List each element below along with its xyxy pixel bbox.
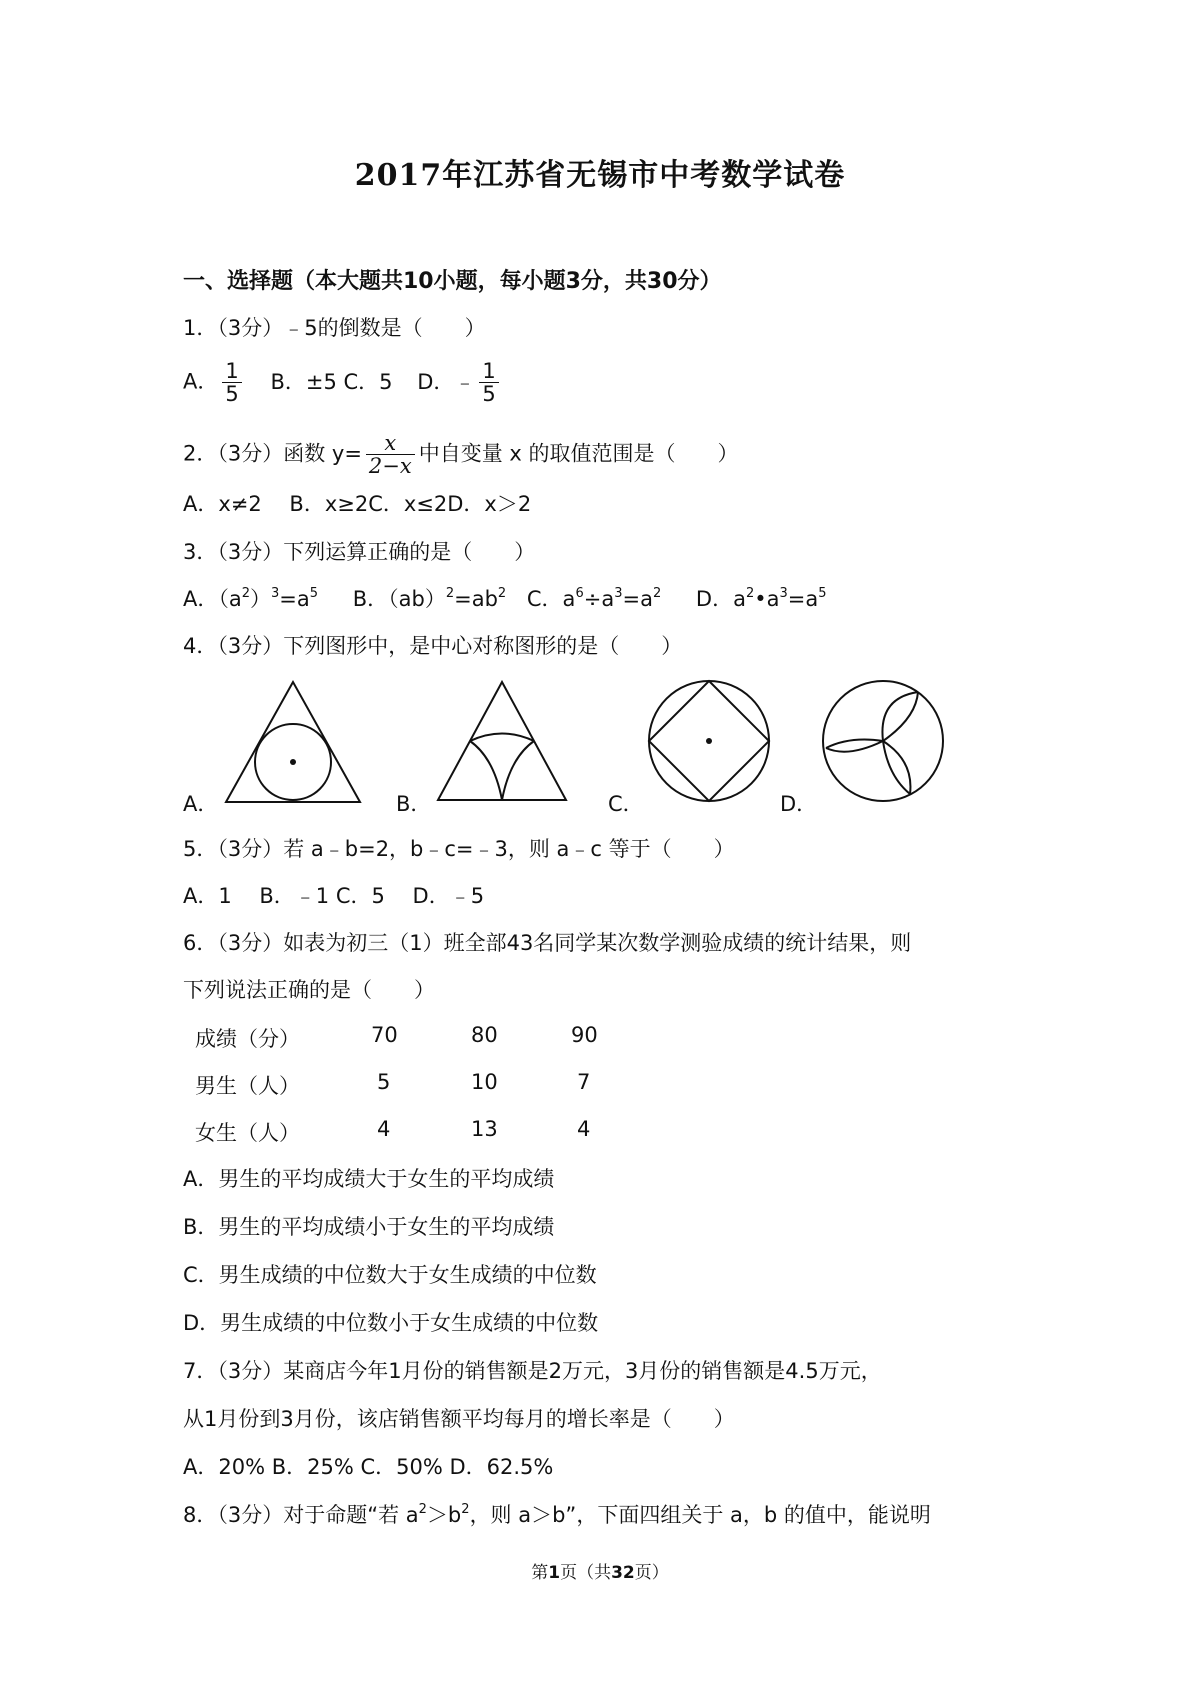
fraction: $\frac{x}{2-x}$ [366, 432, 415, 477]
section-heading: 一、选择题（本大题共10小题，每小题3分，共30分） [183, 269, 722, 294]
figure-b-label: B． [396, 792, 432, 816]
page-footer: 第1页（共32页） [531, 1563, 669, 1583]
question-8-stem: 8．（3分）对于命题“若 $a^2>b^2$，则 a＞b”，下面四组关于 a，b 的值中，能说明 [183, 1502, 931, 1527]
question-1-stem: 1．（3分）﹣5的倒数是（ ） [183, 316, 486, 340]
question-6-option-a: A．男生的平均成绩大于女生的平均成绩 [183, 1167, 555, 1191]
question-6-option-c: C．男生成绩的中位数大于女生成绩的中位数 [183, 1263, 597, 1287]
question-6-stem-2: 下列说法正确的是（ ） [183, 978, 435, 1002]
figure-a-label: A． [183, 792, 219, 816]
question-6-stem-1: 6．（3分）如表为初三（1）班全部43名同学某次数学测验成绩的统计结果，则 [183, 931, 912, 955]
question-7-options: A．20% B．25% C．50% D．62.5% [183, 1455, 554, 1479]
figure-d-label: D． [780, 792, 818, 816]
question-2-options: A．x≠2 B．x≥2C．x≤2D．x＞2 [183, 492, 532, 516]
question-6-option-b: B．男生的平均成绩小于女生的平均成绩 [183, 1215, 555, 1239]
circle-with-petals-figure [818, 676, 948, 806]
question-7-stem-1: 7．（3分）某商店今年1月份的销售额是2万元，3月份的销售额是4.5万元， [183, 1359, 882, 1383]
question-6-option-d: D．男生成绩的中位数小于女生成绩的中位数 [183, 1311, 599, 1335]
question-3-stem: 3．（3分）下列运算正确的是（ ） [183, 540, 536, 564]
fraction: $\frac{1}{5}$ [479, 360, 498, 405]
figure-c-label: C． [608, 792, 644, 816]
question-5-stem: 5．（3分）若 a﹣b=2，b﹣c=﹣3，则 a﹣c 等于（ ） [183, 837, 735, 861]
question-7-stem-2: 从1月份到3月份，该店销售额平均每月的增长率是（ ） [183, 1407, 735, 1431]
page-title: 2017年江苏省无锡市中考数学试卷 [354, 158, 846, 193]
triangle-with-incircle-figure [220, 676, 366, 806]
fraction: $\frac{1}{5}$ [222, 360, 241, 405]
exam-page: 2017年江苏省无锡市中考数学试卷 一、选择题（本大题共10小题，每小题3分，共30分） 1．（3分）﹣5的倒数是（ ） A． $\frac{1}{5}$ B．±5 C．5 D．﹣ $\frac{1}{5}$ 2．（3分）函数 y= $\frac{x}{2-x}$ 中自变量 x 的取值范围是（ ） A．x≠2 B．x≥2C．x≤2D．x＞2 3．（3分）下列运算正确的是（ ） A．$(a^2)^3=a^5$ B．$(ab)^2=ab^2$ C．$a^6\div a^3=a^2$ D．$a^2•a^3=a^5$ 4．（3分）下列图形中，是中心对称图形的是（ ） A． B． C． D． 5．（3分）若 a﹣b=2，b﹣c=﹣3，则 a﹣c 等于（ ） A．1 B．﹣1 C．5 D．﹣5 6．（3分）如表为初三（1）班全部43名同学某次数学测验成绩的统计结果，则 下列说法正确的是（ ） 成绩（分） 70 80 90 男生（人） 5 10 7 女生（人） 4 13 4 A．男生的平均成绩大于女生的平均成绩 B．男生的平均成绩小于女生的平均成绩 C．男生成绩的中位数大于女生成绩的中位数 D．男生成绩的中位数小于女生成绩的中位数 7．（3分）某商店今年1月份的销售额是2万元，3月份的销售额是4.5万元， 从1月份到3月份，该店销售额平均每月的增长率是（ ） A．20% B．25% C．50% D．62.5% 8．（3分）对于命题“若 $a^2>b^2$，则 a＞b”，下面四组关于 a，b 的值中，能说明 第1页（共32页） [0, 0, 1200, 1698]
triangle-with-arcs-figure [432, 676, 572, 806]
question-4-stem: 4．（3分）下列图形中，是中心对称图形的是（ ） [183, 634, 683, 658]
question-2-stem: 2．（3分）函数 y= $\frac{x}{2-x}$ 中自变量 x 的取值范围是（ ） [183, 431, 739, 478]
question-3-options: A．$(a^2)^3=a^5$ B．$(ab)^2=ab^2$ C．$a^6\div a^3=a^2$ D．$a^2•a^3=a^5$ [183, 586, 827, 611]
circle-with-square-figure [644, 676, 774, 806]
question-1-options: A． $\frac{1}{5}$ B．±5 C．5 D．﹣ $\frac{1}{5}$ [183, 360, 503, 405]
question-5-options: A．1 B．﹣1 C．5 D．﹣5 [183, 884, 485, 908]
